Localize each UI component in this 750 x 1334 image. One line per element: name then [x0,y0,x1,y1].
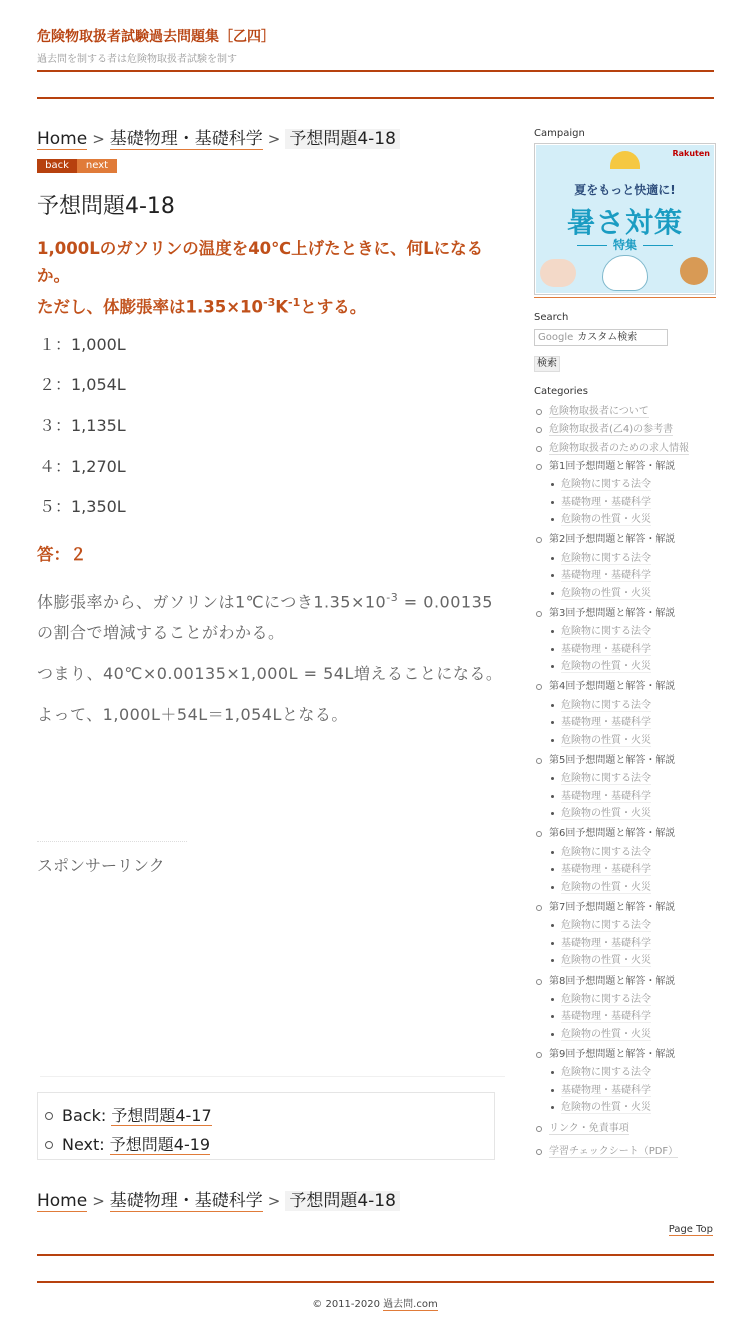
breadcrumb [37,127,507,151]
subcategory-item [561,567,716,584]
subcategory-item [561,476,716,493]
banner-line: 特集 [536,236,714,253]
subcategory-item [561,732,716,749]
google-logo: Google [538,332,574,343]
subcategory-link[interactable]: 基礎物理・基礎科学 [561,864,651,876]
choice-item: １：1,000L [39,334,126,354]
copyright: © 2011-2020 過去問.com [312,1299,438,1310]
category-item [534,1120,716,1138]
subcategory-link[interactable]: 基礎物理・基礎科学 [561,1011,651,1023]
subcategory-link[interactable]: 基礎物理・基礎科学 [561,570,651,582]
sponsor-label: スポンサーリンク [37,856,165,875]
subcategory-item [561,714,716,731]
subcategory-link[interactable]: 危険物の性質・火災 [561,808,651,820]
breadcrumb-home-link[interactable]: Home [37,129,88,149]
subcategory-item [561,494,716,511]
header-divider [37,70,714,72]
subcategory-link[interactable]: 基礎物理・基礎科学 [561,496,651,508]
next-button[interactable]: next [77,159,117,173]
campaign-title: Campaign [534,128,585,139]
category-group-label[interactable]: 第2回予想問題と解答・解説 [549,534,676,546]
category-group [534,458,716,529]
prev-post-item: Back: 予想問題4-17 [62,1101,494,1130]
subcategory-link[interactable]: 危険物に関する法令 [561,773,651,785]
category-link[interactable]: 危険物取扱者について [549,406,649,417]
subcategory-link[interactable]: 危険物に関する法令 [561,552,651,564]
banner-headline: 暑さ対策 [566,206,683,239]
breadcrumb-separator: > [92,130,105,148]
subcategory-item [561,585,716,602]
subcategory-link[interactable]: 危険物に関する法令 [561,920,651,932]
choice-item: ４：1,270L [39,456,126,476]
subcategory-item [561,917,716,934]
search-placeholder: カスタム検索 [577,332,638,343]
subcategory-item [561,697,716,714]
campaign-banner[interactable] [534,143,716,295]
main-content [37,127,507,740]
category-group-label[interactable]: 第8回予想問題と解答・解説 [549,975,676,987]
breadcrumb-category-link[interactable]: 基礎物理・基礎科学 [109,129,263,149]
subcategory-item [561,1064,716,1081]
category-group-label[interactable]: 第3回予想問題と解答・解説 [549,607,676,619]
site-title[interactable]: 危険物取扱者試験過去問題集［乙四］ [37,29,275,45]
search-title: Search [534,312,569,323]
subcategory-item [561,511,716,528]
next-post-item: Next: 予想問題4-19 [62,1130,494,1159]
subcategory-item [561,641,716,658]
subcategory-link[interactable]: 基礎物理・基礎科学 [561,717,651,729]
choice-item: ３：1,135L [39,415,126,435]
subcategory-link[interactable]: 危険物の性質・火災 [561,734,651,746]
search-button[interactable]: 検索 [534,356,560,372]
category-group [534,531,716,602]
breadcrumb-current: 予想問題4-18 [285,1191,400,1211]
category-item [534,440,716,458]
category-group-label[interactable]: 第4回予想問題と解答・解説 [549,681,676,693]
subcategory-item [561,952,716,969]
subcategory-link[interactable]: 危険物に関する法令 [561,479,651,491]
subcategory-link[interactable]: 危険物に関する法令 [561,993,651,1005]
category-group [534,973,716,1044]
breadcrumb-bottom [37,1189,400,1213]
subcategory-link[interactable]: 危険物の性質・火災 [561,514,651,525]
category-group-label[interactable]: 第6回予想問題と解答・解説 [549,828,676,840]
subcategory-item [561,770,716,787]
banner-image [536,145,714,293]
choice-item: ５：1,350L [39,497,126,517]
subcategory-link[interactable]: 基礎物理・基礎科学 [561,643,651,655]
question-text [37,235,507,321]
subcategory-link[interactable]: 危険物の性質・火災 [561,587,651,599]
breadcrumb-home-link[interactable]: Home [37,1191,88,1211]
subcategory-item [561,879,716,896]
search-input[interactable] [534,329,668,346]
page-top-link[interactable]: Page Top [668,1224,713,1235]
subcategory-link[interactable]: 危険物に関する法令 [561,846,651,858]
dog-photo-icon [680,257,708,285]
question-line: 1,000Lのガソリンの温度を40℃上げたときに、何Lになるか。 [37,239,484,285]
post-title: 予想問題4-18 [37,194,175,219]
categories-title: Categories [534,386,588,397]
category-group-label[interactable]: 第9回予想問題と解答・解説 [549,1049,676,1061]
subcategory-item [561,844,716,861]
woman-photo-icon [540,259,576,287]
subcategory-item [561,935,716,952]
back-button[interactable]: back [37,159,77,173]
widget-divider [534,297,716,298]
subcategory-item [561,1026,716,1043]
choice-item: ２：1,054L [39,375,126,395]
category-item [534,421,716,439]
site-description: 過去問を制する者は危険物取扱者試験を制す [37,54,237,65]
sponsor-divider [37,841,187,842]
prev-post-link[interactable]: 予想問題4-17 [111,1106,212,1125]
pager [37,159,507,173]
rakuten-logo: Rakuten [672,149,710,158]
category-item [534,1143,716,1161]
breadcrumb-separator: > [267,1192,281,1210]
polar-bear-icon [602,255,648,291]
category-link[interactable]: 学習チェックシート（PDF） [549,1145,679,1157]
sun-icon [610,151,640,169]
subcategory-item [561,805,716,822]
sidebar [534,128,716,1161]
subcategory-link[interactable]: 危険物の性質・火災 [561,881,651,893]
next-post-link[interactable]: 予想問題4-19 [109,1135,211,1154]
subcategory-item [561,1008,716,1025]
category-list [534,403,716,1161]
category-group [534,825,716,896]
category-group-label[interactable]: 第1回予想問題と解答・解説 [549,460,676,472]
categories-widget [534,386,716,1161]
nav-divider [37,97,714,99]
campaign-widget [534,128,716,298]
subcategory-item [561,861,716,878]
choice-list [37,333,507,536]
category-group [534,1046,716,1117]
subcategory-link[interactable]: 基礎物理・基礎科学 [561,790,651,802]
category-group-label[interactable]: 第5回予想問題と解答・解説 [549,754,676,766]
subcategory-link[interactable]: 危険物の性質・火災 [561,955,651,967]
subcategory-link[interactable]: 基礎物理・基礎科学 [561,1084,651,1096]
category-group [534,752,716,823]
category-link[interactable]: リンク・免責事項 [549,1122,629,1134]
subcategory-link[interactable]: 危険物の性質・火災 [561,1028,651,1040]
category-group [534,605,716,676]
question-line: ただし、体膨張率は$1.35\times 10^{-3}K^{-1}$とする。 [37,296,367,317]
subcategory-item [561,1099,716,1116]
explanation-paragraph: つまり、40℃×0.00135×1,000L = 54L増えることになる。 [37,664,503,684]
subcategory-item [561,1082,716,1099]
breadcrumb-current: 予想問題4-18 [285,129,400,149]
subcategory-link[interactable]: 危険物に関する法令 [561,1067,651,1079]
category-group-label[interactable]: 第7回予想問題と解答・解説 [549,901,676,913]
breadcrumb-category-link[interactable]: 基礎物理・基礎科学 [109,1191,263,1211]
footer-site-link[interactable]: 過去問.com [383,1299,438,1310]
subcategory-item [561,788,716,805]
subcategory-link[interactable]: 危険物の性質・火災 [561,1102,651,1114]
subcategory-item [561,658,716,675]
footer-divider [37,1254,714,1256]
category-group [534,678,716,749]
post-navigation [37,1092,495,1160]
subcategory-item [561,623,716,640]
breadcrumb-separator: > [92,1192,105,1210]
subcategory-item [561,550,716,567]
subcategory-link[interactable]: 基礎物理・基礎科学 [561,937,651,949]
category-item [534,403,716,421]
search-widget [534,312,716,372]
category-group [534,899,716,970]
ad-divider [40,1076,505,1077]
answer-label: 答：２ [37,544,87,564]
subcategory-item [561,991,716,1008]
subcategory-link[interactable]: 危険物に関する法令 [561,699,651,711]
breadcrumb-separator: > [267,130,281,148]
subcategory-link[interactable]: 危険物の性質・火災 [561,661,651,673]
category-link[interactable]: 危険物取扱者(乙4)の参考書 [549,424,674,436]
category-link[interactable]: 危険物取扱者のための求人情報 [549,442,689,454]
subcategory-link[interactable]: 危険物に関する法令 [561,626,651,638]
explanation-paragraph: よって、1,000L＋54L＝1,054Lとなる。 [37,705,348,725]
footer-divider [37,1281,714,1283]
banner-line: 夏をもっと快適に! [574,183,676,197]
explanation-paragraph: 体膨張率から、ガソリンは1℃につき$1.35\times 10^{-3} = 0.00135$の割合で増減することがわかる。 [37,590,493,643]
